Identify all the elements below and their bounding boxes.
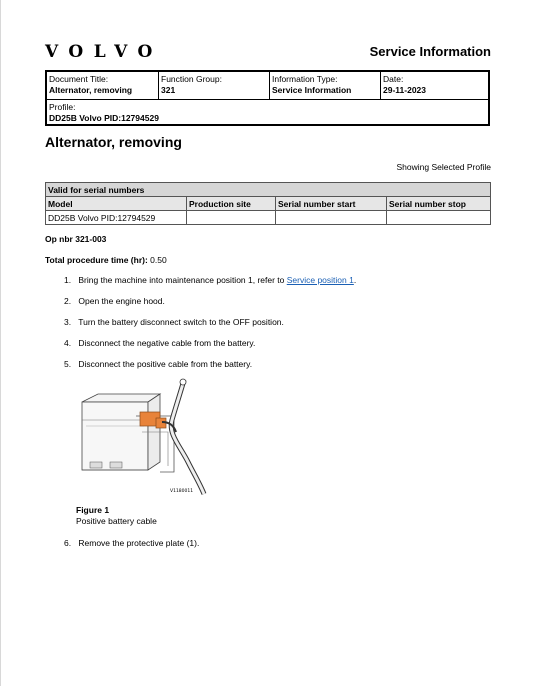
meta-row <box>47 72 488 100</box>
page-border <box>0 0 1 686</box>
procedure-steps <box>64 275 484 380</box>
total-time-value: 0.50 <box>150 255 167 265</box>
total-procedure-time <box>45 255 167 265</box>
meta-value: 321 <box>161 84 176 95</box>
list-item <box>64 538 199 548</box>
volvo-logo: VOLVO <box>45 42 163 62</box>
figure-code: V1180011 <box>170 489 194 494</box>
battery-cable-figure <box>76 376 216 496</box>
step-number: 2. <box>64 296 72 306</box>
step-text: Turn the battery disconnect switch to the OFF position. <box>78 317 284 327</box>
step-suffix: . <box>353 275 357 285</box>
step-number: 5. <box>64 359 72 369</box>
meta-label: Profile: <box>49 102 76 112</box>
list-item <box>64 317 484 338</box>
list-item <box>64 338 484 359</box>
meta-value: 29-11-2023 <box>383 84 427 95</box>
profile-note: Showing Selected Profile <box>396 162 491 172</box>
page-title: Alternator, removing <box>45 134 182 150</box>
column-header: Serial number start <box>276 197 387 211</box>
step-text: Open the engine hood. <box>78 296 165 306</box>
table-row <box>46 211 491 225</box>
table-cell <box>276 211 387 225</box>
meta-value: Service Information <box>272 84 352 95</box>
column-header: Model <box>46 197 187 211</box>
meta-label: Function Group: <box>161 74 222 84</box>
meta-label: Information Type: <box>272 74 338 84</box>
column-header: Serial number stop <box>387 197 491 211</box>
table-cell <box>387 211 491 225</box>
step-text: Remove the protective plate (1). <box>78 538 200 548</box>
serial-number-table <box>45 182 491 225</box>
meta-information-type <box>270 72 381 99</box>
meta-value: DD25B Volvo PID:12794529 <box>49 112 159 123</box>
step-number: 6. <box>64 538 72 548</box>
meta-date <box>381 72 488 99</box>
step-number: 1. <box>64 275 72 285</box>
step-number: 3. <box>64 317 72 327</box>
figure-caption-text: Positive battery cable <box>76 516 157 526</box>
service-information-title: Service Information <box>369 44 491 59</box>
meta-document-title <box>47 72 159 99</box>
meta-function-group <box>159 72 270 99</box>
service-position-link[interactable]: Service position 1 <box>286 275 354 285</box>
list-item <box>64 275 484 296</box>
step-text: Disconnect the negative cable from the battery. <box>78 338 256 348</box>
meta-label: Document Title: <box>49 74 109 84</box>
step-number: 4. <box>64 338 72 348</box>
operation-number: Op nbr 321-003 <box>45 234 107 244</box>
document-meta-table <box>45 70 490 126</box>
column-header: Production site <box>187 197 276 211</box>
figure-title: Figure 1 <box>76 505 110 515</box>
table-cell <box>187 211 276 225</box>
step-text: Disconnect the positive cable from the battery. <box>78 359 253 369</box>
step-text: Bring the machine into maintenance position 1, refer to <box>78 275 287 285</box>
total-time-label: Total procedure time (hr): <box>45 255 148 265</box>
list-item <box>64 296 484 317</box>
table-cell: DD25B Volvo PID:12794529 <box>46 211 187 225</box>
page-header <box>45 42 491 64</box>
serial-table-caption: Valid for serial numbers <box>46 183 491 197</box>
figure-caption <box>76 505 157 527</box>
meta-value: Alternator, removing <box>49 84 133 95</box>
meta-label: Date: <box>383 74 404 84</box>
meta-profile <box>47 100 488 124</box>
